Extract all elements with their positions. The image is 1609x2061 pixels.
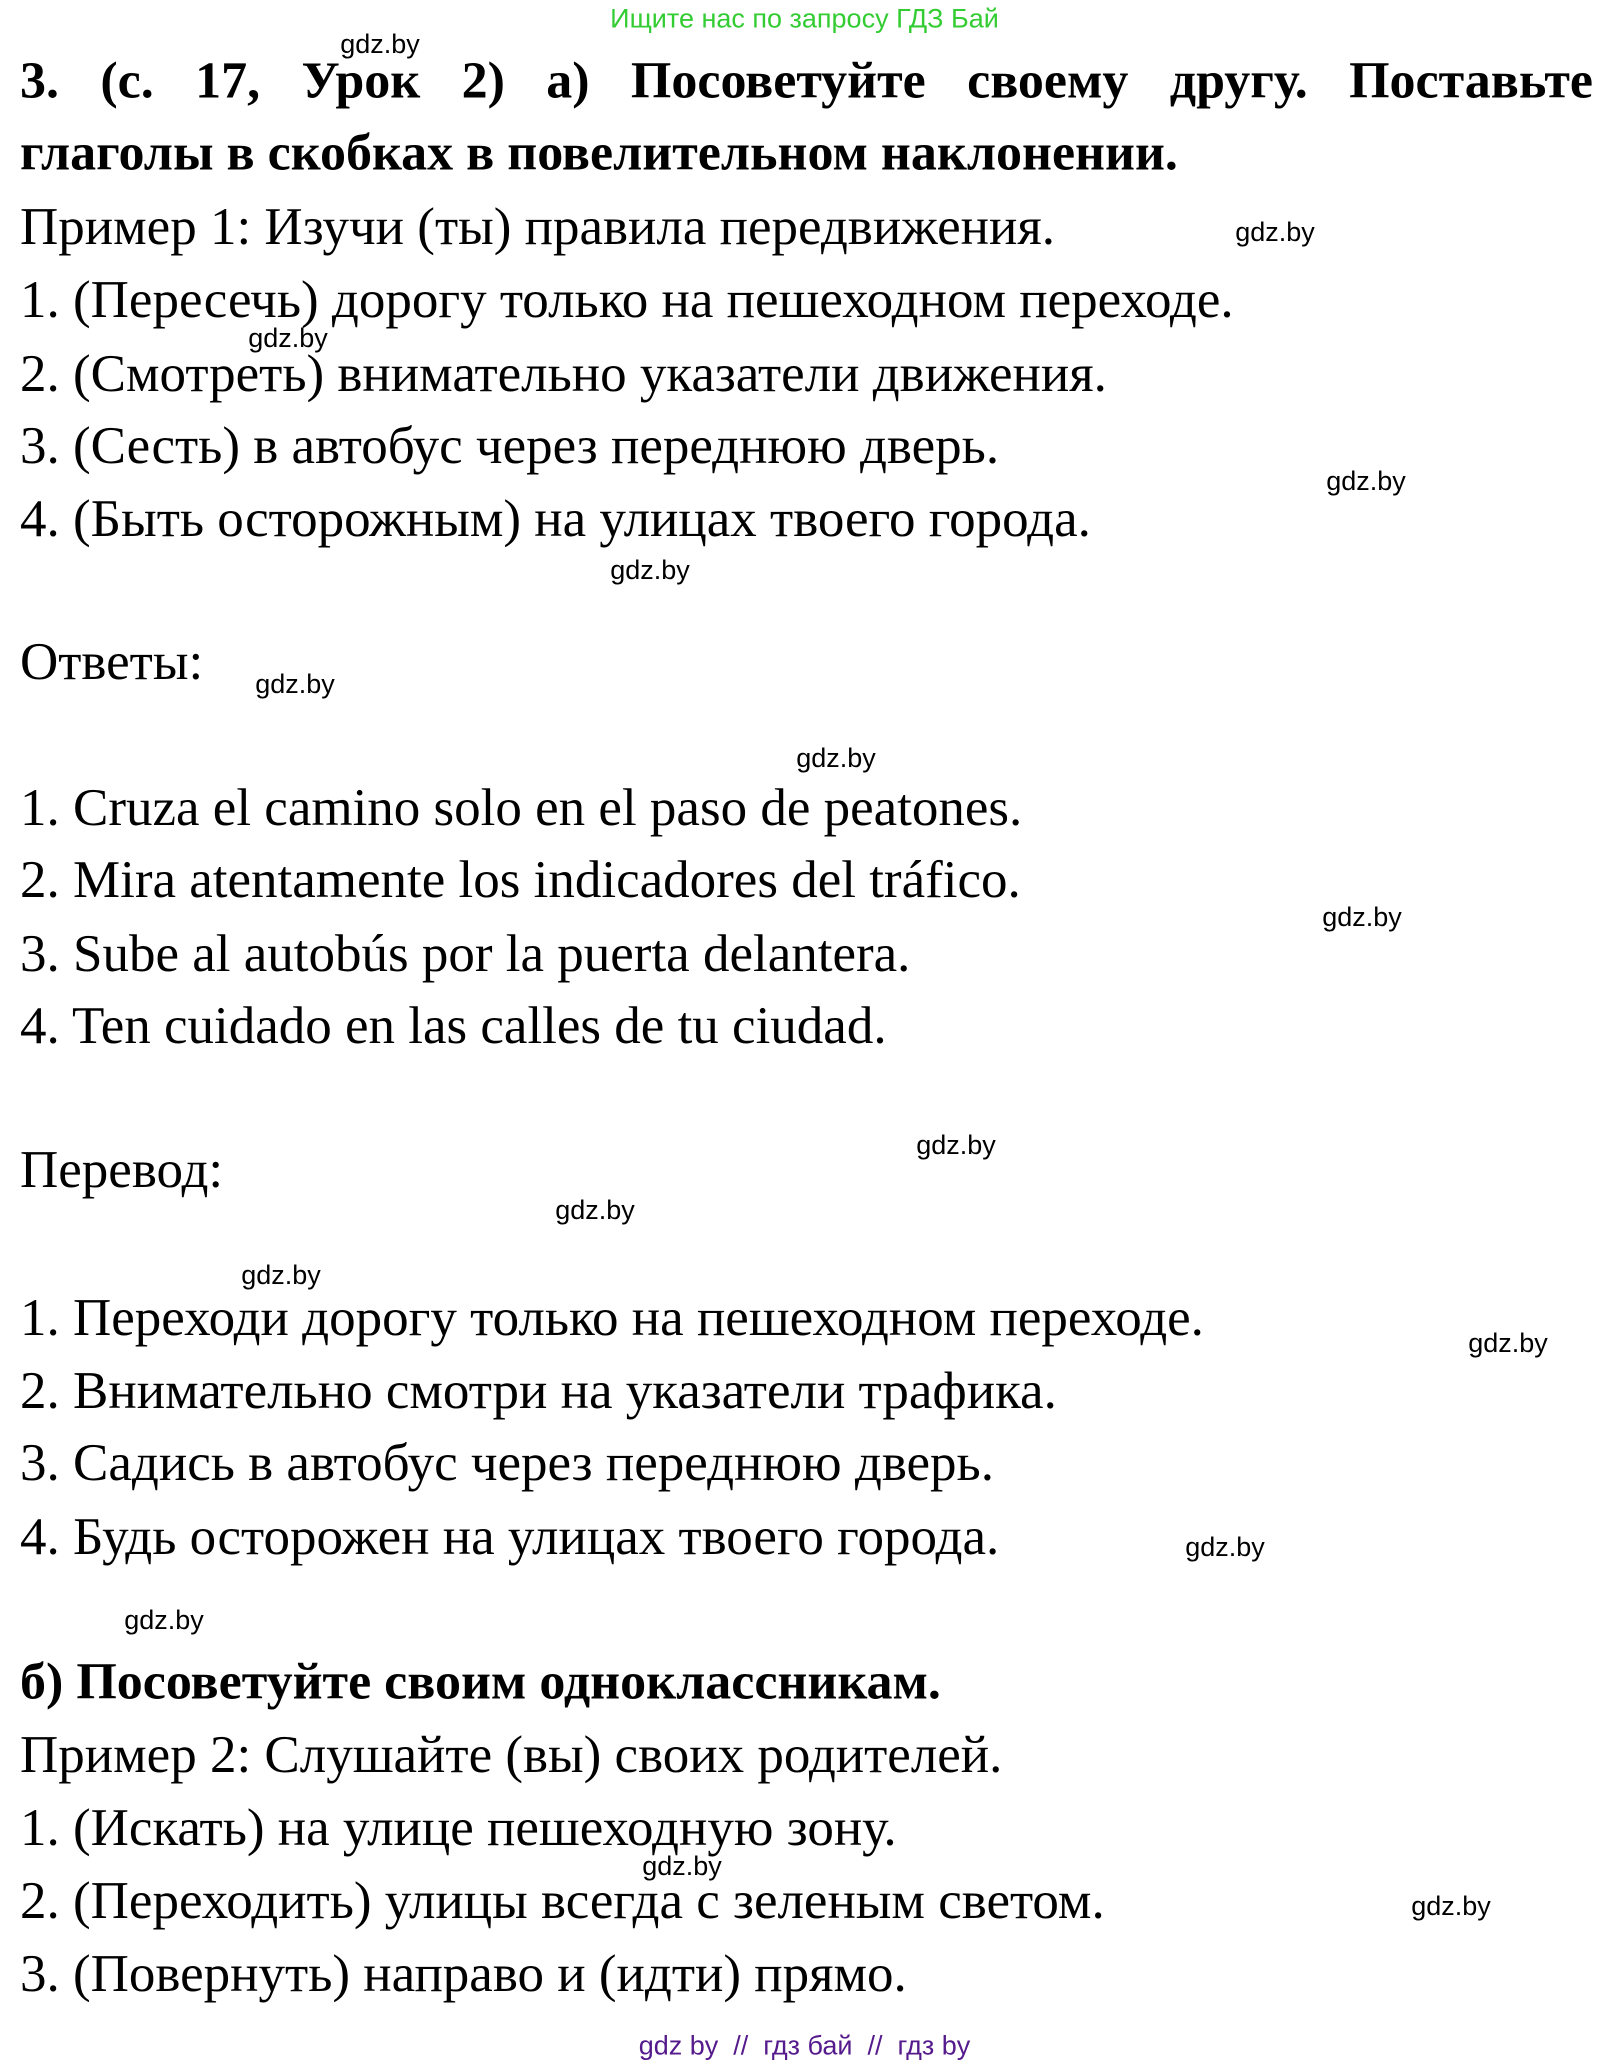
answer-item: 4. Ten cuidado en las calles de tu ciudad. (20, 997, 887, 1056)
answer-item: 3. Sube al autobús por la puerta delantera. (20, 925, 911, 984)
watermark: gdz.by (248, 322, 328, 353)
task-item: 2. (Смотреть) внимательно указатели движения. (20, 345, 1107, 404)
watermark: gdz.by (1185, 1531, 1265, 1562)
task-item: 1. (Искать) на улице пешеходную зону. (20, 1799, 897, 1858)
translation-heading: Перевод: (20, 1141, 224, 1200)
part-b-title: б) Посоветуйте своим одноклассникам. (20, 1653, 941, 1711)
task-item: 2. (Переходить) улицы всегда с зеленым светом. (20, 1872, 1105, 1931)
watermark: gdz.by (241, 1259, 321, 1290)
watermark: gdz.by (255, 668, 335, 699)
task-item: 3. (Сесть) в автобус через переднюю дверь. (20, 417, 1000, 476)
footer-links[interactable]: gdz by // гдз бай // гдз by (638, 2030, 971, 2061)
watermark: gdz.by (124, 1604, 204, 1635)
watermark: gdz.by (340, 28, 420, 59)
translation-item: 4. Будь осторожен на улицах твоего города. (20, 1508, 1000, 1567)
watermark: gdz.by (1322, 901, 1402, 932)
task-item: 1. (Пересечь) дорогу только на пешеходном переходе. (20, 271, 1234, 330)
site-banner: Ищите нас по запросу ГДЗ Бай (610, 3, 999, 34)
watermark: gdz.by (1326, 465, 1406, 496)
exercise-title-cont: глаголы в скобках в повелительном наклонении. (20, 124, 1178, 182)
example-2: Пример 2: Слушайте (вы) своих родителей. (20, 1726, 1003, 1785)
answer-item: 2. Mira atentamente los indicadores del tráfico. (20, 851, 1021, 910)
task-item: 3. (Повернуть) направо и (идти) прямо. (20, 1945, 907, 2004)
task-item: 4. (Быть осторожным) на улицах твоего города. (20, 490, 1091, 549)
watermark: gdz.by (610, 554, 690, 585)
answer-item: 1. Cruza el camino solo en el paso de peatones. (20, 779, 1023, 838)
translation-item: 1. Переходи дорогу только на пешеходном переходе. (20, 1289, 1204, 1348)
watermark: gdz.by (796, 742, 876, 773)
answers-heading: Ответы: (20, 633, 204, 692)
example-1: Пример 1: Изучи (ты) правила передвижения. (20, 198, 1055, 257)
watermark: gdz.by (555, 1194, 635, 1225)
translation-item: 3. Садись в автобус через переднюю дверь. (20, 1434, 994, 1493)
watermark: gdz.by (1468, 1327, 1548, 1358)
watermark: gdz.by (642, 1850, 722, 1881)
watermark: gdz.by (1235, 216, 1315, 247)
translation-item: 2. Внимательно смотри на указатели трафика. (20, 1362, 1057, 1421)
watermark: gdz.by (1411, 1890, 1491, 1921)
exercise-title: 3. (с. 17, Урок 2) а) Посоветуйте своему другу. Поставьте (20, 52, 1593, 110)
watermark: gdz.by (916, 1129, 996, 1160)
